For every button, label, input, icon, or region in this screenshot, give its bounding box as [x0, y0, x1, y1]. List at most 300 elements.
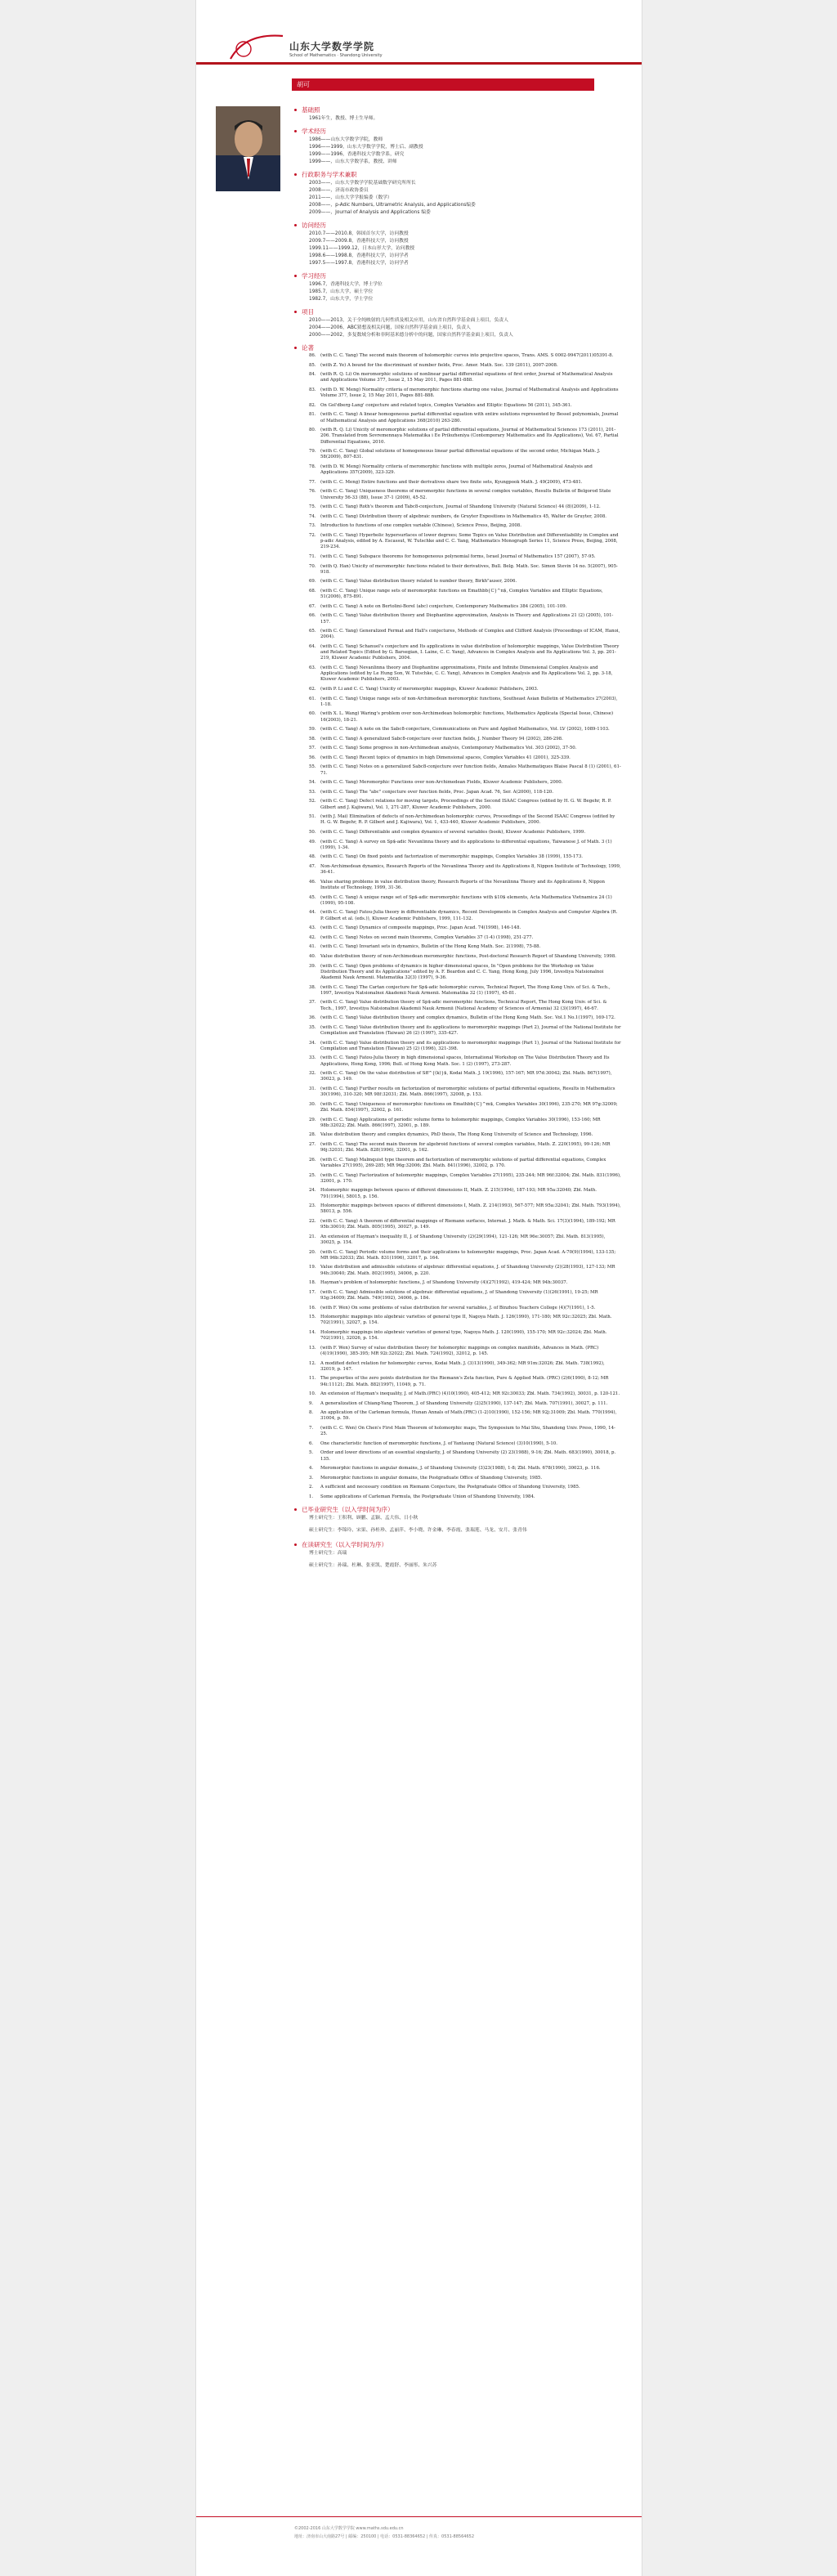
paper-citation: (with C. C. Yang) Meromorphic Functions over non-Archimedean Fields, Kluwer Academic Publishers, 2000. [320, 780, 563, 786]
paper-item [309, 1234, 621, 1246]
paper-item [309, 1203, 621, 1215]
profile-section-4-line: 1982.7，山东大学，学士学位 [309, 297, 374, 302]
paper-number: 14. [309, 1329, 316, 1335]
paper-number: 39. [309, 963, 316, 969]
paper-citation: (with C. C. Yang) Factorization of holomorphic mappings, Complex Variables 27(1995), 235-244; MR 96f:32004; Zbl. Math. 831(1996), 32001, p. 170. [320, 1172, 621, 1184]
paper-citation: Hayman's problem of holomorphic functions, J. of Shandong University (4)(27(1992), 419-424; MR 94h:30037. [320, 1280, 568, 1286]
paper-number: 40. [309, 954, 316, 959]
paper-item [309, 412, 621, 423]
paper-citation: Non-Archimedean dynamics, Research Reports of the Nevanlinna Theory and its Applications 8, Nippon Institute of Technology, 1999, 36-41. [320, 864, 621, 876]
paper-citation: Some applications of Carleman Formula, the Postgraduate Union of Shandong University, 1984. [320, 1494, 535, 1500]
page-container [195, 0, 642, 2576]
paper-item [309, 1485, 621, 1490]
paper-number: 73. [309, 523, 316, 529]
paper-citation: (with C. C. Yang) Fatou-Julia theory in differentiable dynamics, Recent Developments in Complex Analysis and Computer Algebra (R. P. Gilbert et al. (eds.)), Kluwer Academic Publishers, 1999, 111-132. [320, 910, 618, 921]
paper-item [309, 964, 621, 982]
profile-section-1-line: 1986——山东大学数学学院，教师 [309, 137, 383, 142]
profile-section-4-line: 1996.7，香港科技大学，博士学位 [309, 282, 383, 287]
paper-item [309, 1410, 621, 1422]
paper-number: 75. [309, 504, 316, 510]
paper-citation: (with C. C. Yang) The Cartan conjecture for Sp$-adic holomorphic curves, Technical Report, The Hong Kong Univ. of Sci. & Tech., 1997, Izvestiya Natsionalnoi Akademii Nauk Armenii. Matematika 32 (1) (1997), 45-81. [320, 984, 611, 996]
paper-item [309, 604, 621, 610]
students-section-1 [294, 1539, 621, 1570]
paper-number: 47. [309, 864, 316, 870]
paper-citation: A sufficient and necessary condition on Riemann Conjecture, the Postgraduate Office of Shandong University, 1985. [320, 1485, 580, 1490]
paper-number: 77. [309, 479, 316, 485]
paper-citation: (with F. Wen) On some problems of value distribution for several variables, J. of Binzhou Teachers College (4)(7(1991), 1-5. [320, 1305, 596, 1310]
paper-citation: (with C. C. Yang) Generalized Fermat and Hall's conjectures, Methods of Complex and Clifford Analysis (Proceedings of ICAM, Hanoi, 2004). [320, 629, 620, 640]
paper-number: 41. [309, 944, 316, 950]
profile-section-1 [294, 126, 621, 166]
paper-number: 13. [309, 1345, 316, 1351]
paper-citation: (with C. C. Yang) Uniqueness theorems of meromorphic functions in several complex variables, Results Bulletin of Belgorod State University 56-33 (88), Issue 37-1 (2009), 45-52. [320, 489, 611, 500]
university-logo-icon[interactable] [229, 31, 286, 64]
paper-item [309, 1426, 621, 1437]
paper-number: 46. [309, 879, 316, 885]
paper-number: 43. [309, 925, 316, 931]
paper-citation: A modified defect relation for holomorphic curves, Kodai Math. J. (3)13(1990), 349-362; MR 91m:32026; Zbl. Math. 738(1992), 32019, p. 147. [320, 1360, 605, 1372]
paper-number: 18. [309, 1280, 316, 1286]
paper-number: 69. [309, 579, 316, 585]
paper-citation: (with J. Mai) Elimination of defects of non-Archimedean holomorphic curves, Proceedings of the Second ISAAC Congress (edited by H. G. W. Begehr, R. P. Gilbert and J. Kajiwara), Vol. 1, 433-440, Kluwer Academic Publishers, 2000. [320, 814, 615, 826]
profile-section-3-line: 2009.7——2009.8，香港科技大学，访问教授 [309, 239, 409, 244]
paper-citation: (with Q. Han) Unicity of meromorphic functions related to their derivatives, Bull. Belg. Math. Soc. Simon Stevin 14 no. 5(2007), 905-918. [320, 563, 618, 575]
paper-number: 35. [309, 1024, 316, 1030]
paper-item [309, 944, 621, 950]
profile-section-5-title: 项目 [294, 307, 621, 317]
paper-number: 36. [309, 1015, 316, 1021]
paper-item [309, 579, 621, 585]
paper-number: 33. [309, 1055, 316, 1061]
paper-number: 28. [309, 1132, 316, 1138]
paper-citation: (with C. C. Yang) A survey on Sp$-adic Nevanlinna theory and its applications to differential equations, Taiwanese J. of Math. 3 (1) (1999), 1-34. [320, 839, 612, 850]
profile-section-5-line: 2010——2013，关于全纯映射的几何性质及相关应用，山东省自然科学基金面上项目，负责人 [309, 318, 508, 323]
paper-citation: An extension of Hayman's inequality II, J. of Shandong University (2)(29(1994), 121-126; MR 96e:30057; Zbl. Math. 813(1995), 30025, p. 154. [320, 1234, 606, 1245]
paper-number: 3. [309, 1475, 314, 1481]
paper-citation: (with C. C. Yang) Differentiable and complex dynamics of several variables (book), Kluwer Academic Publishers, 1999. [320, 830, 586, 836]
paper-item [309, 629, 621, 640]
footer-address: 地址：济南市山大南路27号 | 邮编：250100 | 电话：0531-88364652 | 传真：0531-88564652 [294, 2534, 474, 2539]
paper-citation: (with R. Q. Li) On meromorphic solutions of nonlinear partial differential equations of first order, Journal of Mathematical Analysis and Applications Volume 377, Issue 2, 15 May 2011, Pages 881-888. [320, 372, 613, 383]
paper-number: 6. [309, 1440, 314, 1446]
paper-citation: One characteristic function of meromorphic functions, J. of Yantaung (Natural Science) (3)10(1990), 5-10. [320, 1440, 557, 1446]
paper-citation: (with C. C. Yang) Notes on a generalized Sabc8-conjecture over function fields, Annales Mathematiques Blaise Pascal 8 (1) (2001), 61-71. [320, 764, 621, 776]
paper-item [309, 1158, 621, 1169]
paper-citation: (with C. C. Yang) A unique range set of Sp$-adic meromorphic functions with $10$ elements, Acta Mathematica Vietnamica 24 (1) (1999), 95-108. [320, 894, 612, 906]
paper-citation: Holomorphic mappings between spaces of different dimensions I, Math. Z. 214(1993), 567-577; MR 95a:32041; Zbl. Math. 793(1994), 58013, p. 556. [320, 1203, 621, 1215]
paper-citation: (with D. W. Meng) Normality criteria of meromorphic functions sharing one value, Journal of Mathematical Analysis and Applications Volume 377, Issue 2, 15 May 2011, Pages 881-888. [320, 387, 619, 399]
paper-citation: Introduction to functions of one complex variable (Chinese), Science Press, Beijing, 2008. [320, 523, 521, 529]
profile-section-2-title: 行政职务与学术兼职 [294, 169, 621, 180]
paper-number: 59. [309, 727, 316, 732]
paper-number: 66. [309, 613, 316, 619]
paper-number: 49. [309, 839, 316, 844]
paper-item [309, 910, 621, 921]
paper-citation: (with Z. Ye) A bound for the discriminant of number fields, Proc. Amer. Math. Soc. 139 (2011), 2007-2008. [320, 362, 558, 368]
paper-item [309, 755, 621, 761]
paper-number: 25. [309, 1172, 316, 1178]
paper-item [309, 1086, 621, 1098]
paper-number: 81. [309, 412, 316, 418]
paper-citation: (with C. C. Yang) A generalized Sabc8-conjecture over function fields, J. Number Theory 94 (2002), 286-298. [320, 736, 563, 741]
paper-citation: (with C. C. Yang) On the value distribution of Sff^{(k)}$, Kodai Math. J. 19(1996), 157-167; MR 97d:30042; Zbl. Math. 867(1997), 30023, p. 149. [320, 1071, 612, 1082]
paper-number: 80. [309, 428, 316, 433]
paper-number: 58. [309, 736, 316, 741]
paper-item [309, 504, 621, 510]
paper-citation: Order and lower directions of an essential singularity, J. of Shandong University (2) 23(1988), 9-16; Zbl. Math. 683(1990), 30018, p. 135. [320, 1450, 616, 1462]
paper-item [309, 1280, 621, 1286]
paper-item [309, 1219, 621, 1230]
paper-item [309, 1250, 621, 1261]
paper-item [309, 1025, 621, 1037]
profile-section-4-title: 学习经历 [294, 271, 621, 281]
paper-item [309, 840, 621, 851]
students-section-1-line: 硕士研究生：孙瑞、杜琳、张亚凯、楚霞舒、李丽彤、朱兴苏 [309, 1562, 437, 1568]
paper-item [309, 363, 621, 369]
paper-item [309, 1102, 621, 1113]
paper-item [309, 880, 621, 891]
paper-citation: (with C. C. Yang) Notes on second main theorems, Complex Variables 37 (1-4) (1998), 251-277. [320, 934, 534, 940]
paper-citation: (with C. C. Yang) Value distribution theory and its applications to meromorphic mappings (Part 1), Journal of the National Institute for Compilation and Translation (Taiwan) 25 (2) (1996), 321-398. [320, 1040, 621, 1051]
paper-item [309, 854, 621, 860]
paper-number: 30. [309, 1101, 316, 1107]
paper-citation: (with C. C. Yang) Unique range sets of meromorphic functions on Emathbb{C}^n$, Complex Variables and Elliptic Equations, 51(2006), 875-891. [320, 588, 603, 600]
paper-number: 19. [309, 1265, 316, 1270]
paper-citation: An extension of Hayman's inequality, J. of Math.(PRC) (4)10(1990), 405-412; MR 92i:30033; Zbl. Math. 734(1992), 30031, p. 120-121. [320, 1391, 620, 1397]
paper-citation: (with C. C. Yang) Global solutions of homogeneous linear partial differential equations of the second order, Michigan Math. J. 58(2009), 807-831. [320, 449, 601, 460]
paper-citation: (with C. C. Yang) Uniqueness of meromorphic functions on Emathbb{C}^m$, Complex Variables 30(1996), 235-270; MR 97g:32009; Zbl. Math. 854(1997), 32002, p. 161. [320, 1101, 618, 1113]
profile-section-0 [294, 105, 621, 123]
paper-number: 82. [309, 402, 316, 408]
paper-number: 85. [309, 362, 316, 368]
paper-number: 67. [309, 603, 316, 609]
paper-item [309, 1290, 621, 1301]
profile-section-2-line: 2008——，济南市政协委员 [309, 188, 369, 193]
paper-item [309, 403, 621, 409]
site-title[interactable]: 山东大学数学学院 [289, 41, 375, 52]
paper-citation: Value distribution theory and complex dynamics, PhD thesis, The Hong Kong University of Science and Technology, 1996. [320, 1132, 593, 1138]
paper-citation: (with C. C. Yang) Admissible solutions of algebraic differential equations, J. of Shandong University (1)(26(1991), 19-25; MR 93g:34009; Zbl. Math. 749(1992), 34006, p. 184. [320, 1289, 598, 1301]
paper-item [309, 727, 621, 732]
profile-section-0-title: 基础照 [294, 105, 621, 115]
paper-item [309, 737, 621, 742]
paper-item [309, 1000, 621, 1011]
paper-item [309, 1361, 621, 1373]
paper-number: 17. [309, 1289, 316, 1295]
paper-item [309, 1466, 621, 1472]
paper-item [309, 1441, 621, 1447]
paper-number: 63. [309, 665, 316, 670]
paper-citation: Holomorphic mappings into algebraic varieties of general type II, Nagoya Math. J. 126(1990), 171-180; MR 92c:32025; Zbl. Math. 702(1991), 32027, p. 154. [320, 1315, 612, 1326]
paper-item [309, 480, 621, 486]
paper-citation: (with C. C. Yang) Roth's theorem and Tabc8-conjecture, Journal of Shandong University (Natural Science) 44 (8)(2009), 1-12. [320, 504, 601, 510]
paper-citation: A generalization of Chiang-Yang Theorem, J. of Shandong University (2)25(1990), 137-147; Zbl. Math. 707(1991), 30027, p. 111. [320, 1400, 608, 1406]
paper-number: 56. [309, 755, 316, 760]
paper-item [309, 954, 621, 960]
profile-section-5-line: 2004——2006，ABC猜想及相关问题，国家自然科学基金面上项目，负责人 [309, 325, 471, 330]
paper-number: 76. [309, 489, 316, 495]
paper-number: 70. [309, 563, 316, 569]
paper-number: 7. [309, 1426, 314, 1431]
paper-number: 45. [309, 894, 316, 900]
paper-item [309, 1132, 621, 1138]
paper-item [309, 1401, 621, 1407]
paper-number: 26. [309, 1157, 316, 1163]
paper-citation: (with C. C. Yang) Value distribution theory of Sp$-adic meromorphic functions, Technical Report, The Hong Kong Univ. of Sci. & Tech., 1997, Izvestiya Natsionalnoi Akademii Nauk Armenii (National Academy of Sciences of Armenia) 32 (3)(1997), 46-67. [320, 1000, 607, 1011]
paper-citation: Meromorphic functions in angular domains, J. of Shandong University (3)23(1988), 1-8; Zbl. Math. 678(1990), 30023, p. 116. [320, 1466, 601, 1472]
footer-divider [196, 2516, 642, 2517]
paper-number: 9. [309, 1400, 314, 1406]
paper-citation: Meromorphic functions in angular domains, the Postgraduate Office of Shandong University, 1985. [320, 1475, 543, 1481]
paper-item [309, 1265, 621, 1276]
paper-number: 16. [309, 1305, 316, 1310]
paper-item [309, 1173, 621, 1185]
site-subtitle: School of Mathematics · Shandong University [289, 53, 383, 58]
paper-item [309, 613, 621, 625]
paper-citation: (with C. C. Yang) A theorem of differential mappings of Riemann surfaces, Internat. J. Math. & Math. Sci. 17(3)(1994), 189-192; MR 95b:30010; Zbl. Math. 805(1995), 30027, p. 149. [320, 1218, 615, 1230]
paper-citation: (with C. C. Yang) Recent topics of dynamics in high Dimensional spaces, Complex Variables 41 (2001), 325-339. [320, 755, 571, 760]
paper-citation: (with C. C. Yang) Value distribution theory related to number theory, Birkh"auser, 2006. [320, 579, 517, 585]
paper-number: 23. [309, 1203, 316, 1209]
paper-number: 12. [309, 1360, 316, 1366]
paper-citation: (with C. C. Yang) Defect relations for moving targets, Proceedings of the Second ISAAC Congress (edited by H. G. W. Begehr, R. P. Gilbert and J. Kajiwara), Vol. 1, 271-287, Kluwer Academic Publishers, 2000. [320, 799, 611, 810]
paper-citation: On Gol'dberg-Lang' conjecture and related topics, Complex Variables and Elliptic Equations 56 (2011), 345-361. [320, 402, 572, 408]
footer-copyright: ©2002-2016 山东大学数学学院 www.maths.sdu.edu.cn [294, 2526, 404, 2531]
students-section-0-line: 硕士研究生：李锦玲、宋果、孙桂珍、孟丽萍、李小晓、许金琳、李春霞、张瑞莲、马龙、安月、张青伟 [309, 1527, 527, 1533]
paper-number: 24. [309, 1188, 316, 1194]
paper-number: 21. [309, 1234, 316, 1239]
profile-section-3-title: 访问经历 [294, 220, 621, 231]
paper-item [309, 1142, 621, 1154]
paper-number: 48. [309, 854, 316, 860]
paper-citation: (with C. C. Yang) A note on Bertolini-Borel (abc) conjecture, Contemporary Mathematics 384 (2005), 101-109. [320, 603, 567, 609]
paper-citation: (with C. C. Yang) Unique range sets of non-Archimedean meromorphic functions, Southeast Asian Bulletin of Mathematics 27(2003), 1-18. [320, 696, 618, 707]
paper-citation: (with C. C. Yang) Malmquist type theorem and factorization of meromorphic solutions of partial differential equations, Complex Variables 27(1995), 269-285; MR 96g:32006; Zbl. Math. 841(1996), 32002, p. 170. [320, 1157, 606, 1168]
profile-content [294, 101, 621, 1575]
paper-number: 52. [309, 799, 316, 804]
paper-citation: (with C. C. Yang) Open problems of dynamics in higher dimensional spaces, In "Open problems for the Workshop on Value Distribution Theory and its Applications" edited by A. F. Beardon and C. C. Yang, Hong Kong, July 1996, Izvestiya Natsionalnoi Akademii Nauk Armenii. Matematika 32(3) (1997), 9-36. [320, 963, 604, 980]
paper-number: 55. [309, 764, 316, 770]
paper-number: 37. [309, 1000, 316, 1006]
paper-citation: An application of the Carleman formula, Hunan Annals of Math.(PRC) (1-2)10(1990), 152-156; MR 92j:31009; Zbl. Math. 770(1994), 31004, p. 59. [320, 1410, 617, 1422]
paper-number: 57. [309, 746, 316, 751]
profile-section-1-line: 1999——1996，香港科技大学数学系，研究 [309, 152, 405, 157]
paper-citation: (with C. C. Yang) Dynamics of composite mappings, Proc. Japan Acad. 74(1998), 146-148. [320, 925, 521, 931]
paper-number: 83. [309, 387, 316, 392]
profile-photo [216, 106, 280, 191]
paper-item [309, 1315, 621, 1326]
paper-item [309, 1041, 621, 1052]
profile-section-2 [294, 169, 621, 217]
paper-item [309, 1188, 621, 1199]
paper-number: 38. [309, 984, 316, 990]
paper-number: 84. [309, 372, 316, 378]
site-footer [294, 2524, 539, 2541]
students-section-1-line: 博士研究生：高瑞 [309, 1550, 347, 1556]
paper-item [309, 1450, 621, 1462]
students-sections [294, 1504, 621, 1570]
paper-citation: (with C. C. Yang) Value distribution theory and its applications to meromorphic mappings (Part 2), Journal of the National Institute for Compilation and Translation (Taiwan) 26 (2) (1997), 335-427. [320, 1024, 621, 1036]
paper-item [309, 533, 621, 551]
paper-item [309, 687, 621, 692]
paper-citation: (with C. C. Yang) Value distribution theory and Diophantine approximation, Analysis in Theory and Applications 21 (2) (2005), 101-157. [320, 613, 614, 625]
paper-item [309, 554, 621, 560]
paper-citation: (with C. C. Yang) Fatou-Julia theory in high dimensional spaces, International Workshop on The Value Distribution Theory and Its Applications, Hong Kong, 1996; Bull. of Hong Kong Math. Soc. 1 (2) (1997), 273-287. [320, 1055, 610, 1067]
paper-number: 4. [309, 1466, 314, 1472]
students-section-0-title: 已毕业研究生（以入学时间为序） [294, 1504, 621, 1515]
paper-item [309, 523, 621, 529]
paper-number: 74. [309, 513, 316, 519]
students-section-1-title: 在读研究生（以入学时间为序） [294, 1539, 621, 1550]
paper-number: 64. [309, 643, 316, 649]
paper-citation: (with D. W. Meng) Normality criteria of meromorphic functions with multiple zeros, Journal of Mathematical Analysis and Applications 357(2009), 323-329. [320, 464, 593, 476]
paper-citation: (with C. C. Wen) On Chen's First Main Theorem of holomorphic maps, The Symposium to Mai Shu, Shandong Univ. Press, 1990, 14-25. [320, 1426, 615, 1437]
paper-item [309, 428, 621, 446]
paper-item [309, 814, 621, 826]
paper-citation: (with C. C. Yang) On fixed points and factorization of meromorphic mappings, Complex Variables 38 (1999), 155-173. [320, 854, 583, 860]
paper-item [309, 697, 621, 708]
paper-citation: Value distribution theory of non-Archimedean meromorphic functions, Post-doctoral Research Report of Shandong University, 1998. [320, 954, 616, 959]
paper-item [309, 1330, 621, 1342]
profile-section-1-line: 1999——，山东大学数学系，教授、讲师 [309, 159, 397, 164]
profile-section-2-line: 2011——，山东大学学报编委（数学） [309, 195, 392, 200]
paper-item [309, 935, 621, 941]
paper-number: 5. [309, 1450, 314, 1456]
paper-citation: (with C. C. Yang) A note on the Sabc8-conjecture, Communications on Pure and Applied Mathematics, Vol. LV (2002), 1089-1103. [320, 727, 610, 732]
paper-item [309, 1391, 621, 1397]
paper-item [309, 464, 621, 476]
paper-item [309, 1346, 621, 1357]
profile-section-3-line: 2010.7——2010.8，韩国首尔大学，访问教授 [309, 231, 409, 236]
paper-citation: (with C. C. Yang) Further results on factorization of meromorphic solutions of partial differential equations, Results in Mathematics 30(1996), 310-320; MR 98f:32031; Zbl. Math. 866(1997), 32008, p. 153. [320, 1086, 615, 1098]
paper-citation: Value distribution and admissible solutions of algebraic differential equations, J. of Shandong University (2)(28(1993), 127-133; MR 94h:30040; Zbl. Math. 802(1995), 34006, p. 220. [320, 1265, 615, 1276]
profile-section-1-line: 1996——1999，山东大学数学学院，博士后、副教授 [309, 145, 423, 150]
paper-item [309, 388, 621, 399]
paper-number: 15. [309, 1315, 316, 1320]
paper-number: 54. [309, 780, 316, 786]
paper-item [309, 895, 621, 907]
paper-number: 11. [309, 1376, 316, 1382]
paper-number: 31. [309, 1086, 316, 1091]
paper-citation: (with C. C. Yang) Distribution theory of algebraic numbers, de Gruyter Expositions in Mathematics 45, Walter de Gruyter, 2008. [320, 513, 606, 519]
paper-number: 68. [309, 588, 316, 594]
paper-item [309, 1071, 621, 1082]
paper-item [309, 353, 621, 359]
paper-number: 71. [309, 553, 316, 559]
paper-citation: Holomorphic mappings between spaces of different dimensions II, Math. Z. 215(1994), 187-193; MR 95a:32040; Zbl. Math. 791(1994), 58015, p. 156. [320, 1188, 598, 1199]
paper-citation: Holomorphic mappings into algebraic varieties of general type, Nagoya Math. J. 120(1990), 155-170; MR 92c:32024; Zbl. Math. 702(1991), 32026, p. 154. [320, 1329, 607, 1342]
paper-citation: (with C. C. Yang) Hyperbolic hypersurfaces of lower degrees; Some Topics on Value Distribution and Differentiability in Complex and p-adic Analysis, edited by A. Escassut, W. Tutschke and C. C. Yang, Mathematics Monograph Series 11, Science Press, Beijing, 2008, 219-234. [320, 532, 619, 550]
profile-section-4-line: 1985.7，山东大学，硕士学位 [309, 289, 374, 294]
paper-number: 42. [309, 934, 316, 940]
paper-number: 29. [309, 1117, 316, 1122]
profile-section-2-line: 2008——，p-Adic Numbers, Ultrametric Analysis, and Applications编委 [309, 203, 476, 208]
paper-number: 20. [309, 1249, 316, 1255]
papers-title: 论著 [294, 343, 621, 353]
profile-section-4 [294, 271, 621, 303]
paper-item [309, 711, 621, 723]
paper-citation: (with R. Q. Li) Unicity of meromorphic solutions of partial differential equations, Journal of Mathematical Sciences 173 (2011), 201-206. Translated from Sovremennaya Matematika i Ee Prilozheniya (Contemporary Mathematics and Its Applications), Vol. 67, Partial Differential Equations, 2010. [320, 428, 619, 445]
students-section-0 [294, 1504, 621, 1534]
paper-item [309, 764, 621, 776]
paper-citation: (with P. Li and C. C. Yang) Unicity of meromorphic mappings, Kluwer Academic Publishers, 2003. [320, 686, 539, 692]
paper-item [309, 746, 621, 751]
paper-number: 86. [309, 353, 316, 358]
paper-item [309, 1015, 621, 1021]
profile-section-2-line: 2003——，山东大学数学学院基础数学研究所所长 [309, 181, 416, 186]
paper-number: 2. [309, 1485, 314, 1490]
paper-item [309, 564, 621, 576]
paper-number: 78. [309, 464, 316, 469]
paper-number: 61. [309, 696, 316, 701]
paper-number: 72. [309, 532, 316, 538]
paper-item [309, 1055, 621, 1067]
paper-item [309, 925, 621, 931]
paper-item [309, 799, 621, 810]
profile-section-3 [294, 220, 621, 267]
paper-item [309, 665, 621, 683]
paper-number: 62. [309, 686, 316, 692]
paper-citation: (with C. C. Yang) A linear homogeneous partial differential equation with entire solutions represented by Bessel polynomials, Journal of Mathematical Analysis and Applications 368(2010) 263-280. [320, 412, 619, 423]
paper-item [309, 589, 621, 600]
paper-citation: (with C. C. Yang) The second main theorem of holomorphic curves into projective spaces, Trans. AMS. S 0002-9947(2011)05391-8. [320, 353, 614, 358]
profile-section-3-line: 1998.6——1998.8，香港科技大学，访问学者 [309, 253, 409, 258]
paper-number: 44. [309, 910, 316, 916]
paper-item [309, 514, 621, 520]
paper-citation: The properties of the zero points distribution for the Riemann's Zeta function, Pure & Applied Math. (PRC) (2)6(1990), 8-12; MR 94i:11121; Zbl. Math. 882(1997), 11049, p. 71. [320, 1376, 609, 1387]
paper-item [309, 1376, 621, 1387]
paper-citation: (with C. C. Yang) The second main theorem for algebroid functions of several complex variables, Math. Z. 220(1995), 99-126; MR 96j:32031; Zbl. Math. 828(1996), 32001, p. 162. [320, 1141, 611, 1154]
papers-section [294, 343, 621, 1500]
paper-item [309, 1476, 621, 1481]
profile-section-1-title: 学术经历 [294, 126, 621, 137]
paper-item [309, 790, 621, 795]
profile-section-5-line: 2000——2002，多复数域分析和非阿基米德分析中的问题，国家自然科学基金面上项目，负责人 [309, 333, 513, 338]
header-divider [196, 62, 642, 65]
paper-item [309, 1494, 621, 1500]
paper-number: 10. [309, 1391, 316, 1397]
paper-citation: (with C. C. Yang) Periodic volume forms and their applications to holomorphic mappings, Proc. Japan Acad. A-70(9)(1994), 133-135; MR 96b:32033; Zbl. Math. 831(1996), 32017, p. 164. [320, 1249, 616, 1261]
paper-citation: (with C. C. Yang) Applications of periodic volume forms to holomorphic mappings, Complex Variables 30(1996), 153-160; MR 98b:32022; Zbl. Math. 866(1997), 32001, p. 189. [320, 1117, 601, 1128]
paper-item [309, 780, 621, 786]
paper-number: 22. [309, 1218, 316, 1224]
profile-sections [294, 105, 621, 339]
paper-item [309, 864, 621, 876]
paper-number: 27. [309, 1141, 316, 1147]
paper-number: 65. [309, 629, 316, 634]
paper-item [309, 1306, 621, 1311]
paper-number: 34. [309, 1040, 316, 1046]
paper-item [309, 830, 621, 836]
paper-item [309, 489, 621, 500]
paper-citation: (with C. C. Yang) Subspace theorems for homogeneous polynomial forms, Israel Journal of Mathematics 157 (2007), 57-95. [320, 553, 596, 559]
paper-item [309, 372, 621, 383]
paper-number: 8. [309, 1410, 314, 1416]
paper-item [309, 1118, 621, 1129]
paper-item [309, 449, 621, 460]
paper-number: 79. [309, 449, 316, 455]
paper-citation: (with C. C. Meng) Entire functions and their derivatives share two finite sets, Kyungpook Math. J. 49(2009), 473-481. [320, 479, 583, 485]
profile-section-0-line: 1961年生，教授、博士生导师。 [309, 116, 378, 121]
paper-citation: (with F. Wen) Survey of value distribution theory for holomorphic mappings on complex manifolds, Advances in Math. (PRC) (4)19(1990), 385-395; MR 92i:32022; Zbl. Math. 724(1992), 32012, p. 145. [320, 1345, 599, 1356]
profile-section-3-line: 1997.5——1997.8，香港科技大学，访问学者 [309, 261, 409, 266]
paper-citation: (with X. L. Wang) Waring's problem over non-Archimedean holomorphic functions, Mathematics Applicata (Special Issue, Chinese) 16(2003), 18-21. [320, 711, 614, 723]
profile-section-3-line: 1999.11——1999.12，日本山形大学，访问教授 [309, 246, 415, 251]
paper-citation: (with C. C. Yang) Invariant sets in dynamics, Bulletin of the Hong Kong Math. Soc. 2(1998), 75-88. [320, 944, 541, 950]
paper-citation: (with C. C. Yang) Schanuel's conjecture and Its applications in value distribution of holomorphic mappings, Value Distribution Theory and Related Topics (Edited by G. Barsegian, I. Laine, C. C. Yang), Advances in Complex Analysis and Its Applications Vol. 3, pp. 201-219, Kluwer Academic Publishers, 2004. [320, 643, 620, 661]
profile-name-bar [292, 78, 594, 91]
paper-number: 51. [309, 814, 316, 820]
